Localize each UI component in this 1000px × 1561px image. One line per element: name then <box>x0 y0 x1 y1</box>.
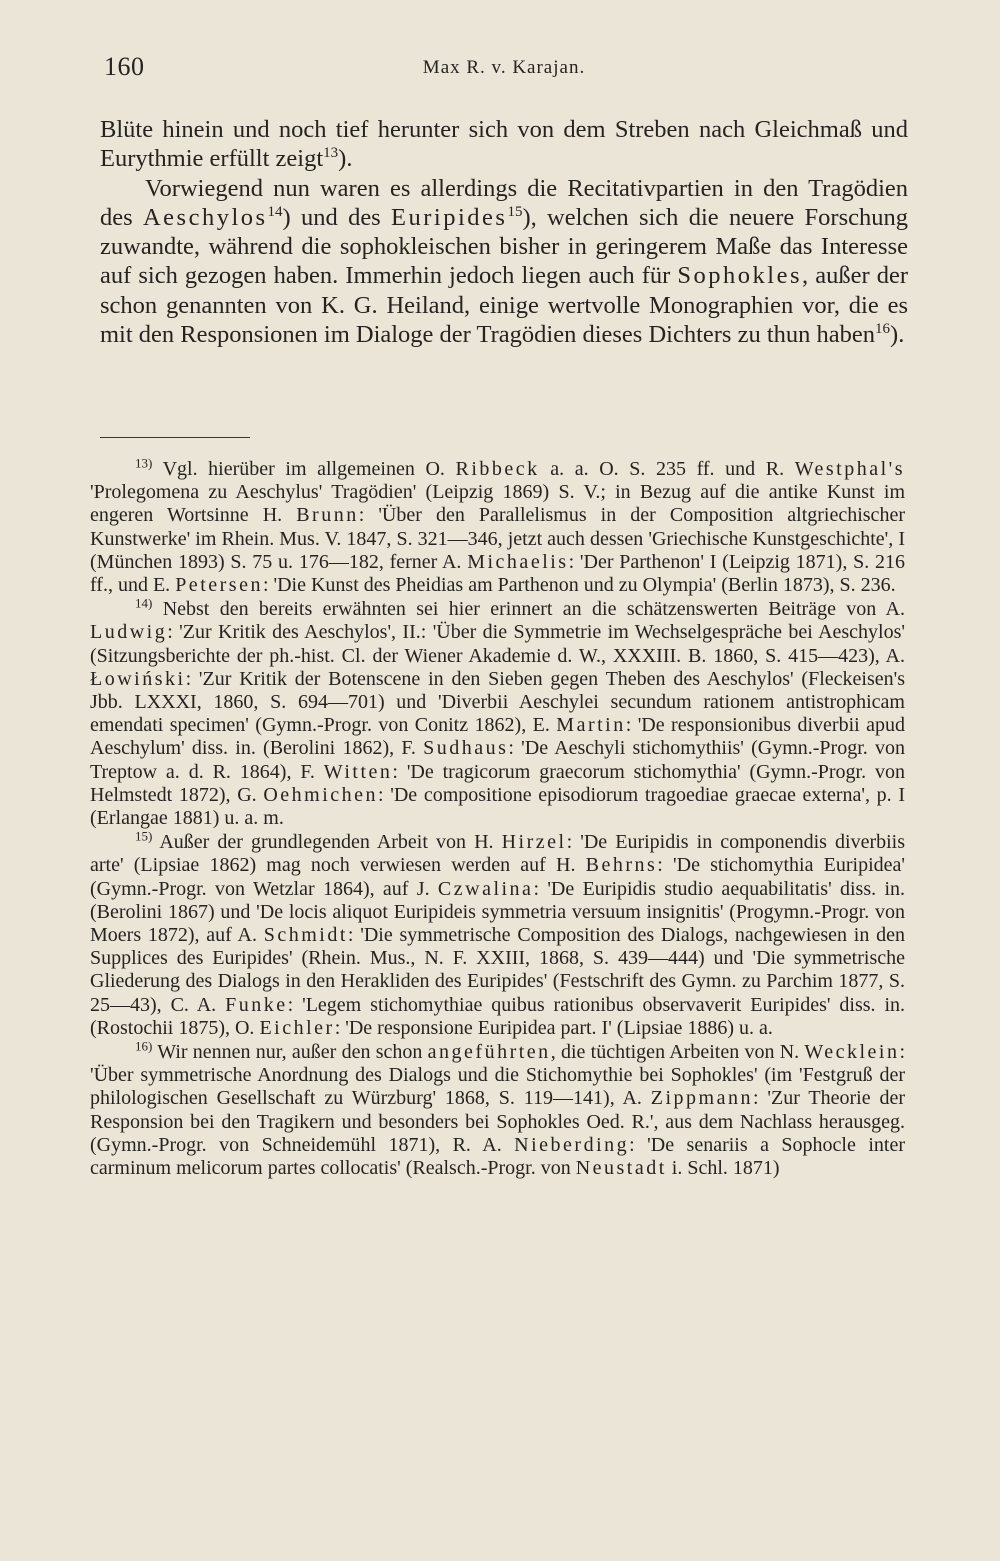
text-span: ) und des <box>282 203 392 231</box>
footnote-13 <box>90 455 906 597</box>
text-span: Vgl. hierüber im allgemeinen O. <box>152 458 456 480</box>
author-name: Martin <box>556 714 626 737</box>
emphasized-word: angeführten <box>427 1041 551 1064</box>
author-name: Ribbeck <box>455 458 540 480</box>
text-span: : 'De compositione episodiorum tragoediae graecae externa', p. I (Erlangae 1881) u. a. m. <box>90 783 906 830</box>
footnote-ref[interactable]: 14 <box>267 203 283 220</box>
text-span: Nebst den bereits erwähnten sei hier erinnert an die schätzenswerten Beiträge von A. <box>152 598 905 621</box>
footnote-15 <box>90 828 906 1040</box>
text-span: : 'De senariis a Sophocle inter carminum melicorum partes collocatis' (Realsch.-Progr. von <box>90 1133 905 1180</box>
text-span: 'Prolegomena zu Aeschylus' Tragödien' (Leipzig 1869) S. V.; in Bezug auf die antike Kunst im engeren Wortsinne H. <box>90 481 905 527</box>
text-span: i. Schl. 1871) <box>666 1157 780 1180</box>
author-name: Petersen <box>175 574 263 597</box>
place-name: Neustadt <box>575 1157 667 1180</box>
paragraph-2 <box>100 174 908 350</box>
author-name: Czwalina <box>437 877 534 900</box>
footnote-14 <box>90 595 906 830</box>
text-span: ), welchen sich die neuere Forschung zuwandte, während die sophokleischen bisher in geringerem Maße das Interesse auf sich gezogen haben. Immerhin jedoch liegen auch für <box>100 203 908 290</box>
text-span: : 'Die symmetrische Composition des Dialogs, nachgewiesen in den Supplices des Euripides' (Rhein. Mus., N. F. XXIII, 1868, S. 439—444) und 'Die symmetrische Gliederung des Dialogs in den Herakliden des Euripides' (Festschrift des Gymn. zu Parchim 1877, S. 25—43), C. A. <box>90 924 905 1016</box>
text-span: : 'De tragicorum graecorum stichomythia' (Gymn.-Progr. von Helmstedt 1872), G. <box>90 760 905 806</box>
text-span: : 'Die Kunst des Pheidias am Parthenon und zu Olympia' (Berlin 1873), S. 236. <box>262 574 896 597</box>
paragraph-1 <box>100 115 908 174</box>
running-head <box>104 52 904 86</box>
text-span: : 'De responsione Euripidea part. I' (Lipsiae 1886) u. a. <box>334 1016 773 1039</box>
author-name: Zippmann <box>650 1087 753 1110</box>
footnote-number: 14) <box>135 595 153 611</box>
author-name: Schmidt <box>263 924 348 947</box>
text-span: Außer der grundlegenden Arbeit von H. <box>152 831 502 854</box>
page-number: 160 <box>104 52 145 81</box>
text-span: , außer der schon genannten von K. G. Heiland, einige wertvolle Monographien vor, die es mit den Responsionen im Dialoge der Tragödien dieses Dichters zu thun haben <box>100 262 908 349</box>
text-span: : 'Über den Parallelismus in der Composition altgriechischer Kunstwerke' im Rhein. Mus. V. 1847, S. 321—346, jetzt auch dessen 'Griechische Kunstgeschichte', I (München 1893) S. 75 u. 176—182, ferner A. <box>90 504 905 573</box>
author-name: Łowiński <box>90 667 186 690</box>
text-span: : 'Über symmetrische Anordnung des Dialogs und die Stichomythie bei Sophokles' (im 'Festgruß der philologischen Gesellschaft zu Würzburg' 1868, S. 119—141), A. <box>90 1041 906 1110</box>
text-span: : 'Zur Kritik der Botenscene in den Sieben gegen Theben des Aeschylos' (Fleckeisen's Jbb. LXXXI, 1860, S. 694—701) und 'Diverbii Aeschylei secundum rationem antistrophicam emendati specimen' (Gymn.-Progr. von Conitz 1862), E. <box>90 667 905 737</box>
text-span: , die tüchtigen Arbeiten von N. <box>550 1041 805 1064</box>
footnote-ref[interactable]: 16 <box>875 320 891 337</box>
author-name: Westphal's <box>794 458 906 480</box>
author-name: Oehmichen <box>263 783 378 806</box>
text-span: : 'Der Parthenon' I (Leipzig 1871), S. 216 ff., und E. <box>90 550 906 597</box>
author-name: Funke <box>225 993 288 1016</box>
author-name: Aeschylos <box>142 203 268 231</box>
text-span: Vorwiegend nun waren es allerdings die Recitativpartien in den Tragödien des <box>100 174 908 231</box>
text-span: : 'Legem stichomythiae quibus rationibus observaverit Euripides' diss. in. (Rostochii 1875), O. <box>90 993 906 1039</box>
text-span: ). <box>890 321 905 349</box>
footnote-16 <box>90 1038 906 1180</box>
text-span: : 'De Aeschyli stichomythiis' (Gymn.-Progr. von Treptow a. d. R. 1864), F. <box>90 737 905 783</box>
footnote-divider <box>100 437 250 438</box>
footnote-number: 13) <box>135 455 153 471</box>
body-text <box>100 115 908 349</box>
author-name: Wecklein <box>804 1041 900 1064</box>
text-span: Wir nennen nur, außer den schon <box>152 1041 428 1064</box>
running-title: Max R. v. Karajan. <box>422 57 586 78</box>
text-span: Blüte hinein und noch tief herunter sich von dem Streben nach Gleichmaß und Eurythmie erfüllt zeigt <box>100 116 908 173</box>
text-span: : 'Zur Kritik des Aeschylos', II.: 'Über die Symmetrie im Wechselgespräche bei Aeschylos' (Sitzungsberichte der ph.-hist. Cl. der Wiener Akademie d. W., XXXIII. B. 1860, S. 415—423), A. <box>90 621 905 667</box>
author-name: Eichler <box>259 1016 335 1039</box>
text-span: : 'De stichomythia Euripidea' (Gymn.-Progr. von Wetzlar 1864), auf J. <box>90 854 905 900</box>
author-name: Hirzel <box>501 831 567 854</box>
author-name: Michaelis <box>467 550 569 573</box>
text-span: : 'Zur Theorie der Responsion bei den Tragikern und besonders bei Sophokles Oed. R.', aus dem Nachlass herausgeg. (Gymn.-Progr. von Schneidemühl 1871), R. A. <box>90 1087 906 1156</box>
author-name: Sudhaus <box>423 737 509 760</box>
author-name: Euripides <box>391 203 508 231</box>
footnote-number: 16) <box>135 1038 153 1054</box>
text-span: : 'De Euripidis in componendis diverbiis arte' (Lipsiae 1862) mag noch verwiesen werden auf H. <box>90 831 905 877</box>
text-span: : 'De responsionibus diverbii apud Aeschylum' diss. in. (Berolini 1862), F. <box>90 714 905 760</box>
author-name: Ludwig <box>90 621 168 644</box>
text-span: ). <box>338 145 353 173</box>
author-name: Brunn <box>296 504 359 527</box>
text-span: : 'De Euripidis studio aequabilitatis' diss. in. (Berolini 1867) und 'De locis aliquot Euripideis symmetria versuum insignitis' (Progymn.-Progr. von Moers 1872), auf A. <box>90 877 905 947</box>
author-name: Sophokles <box>677 262 802 290</box>
author-name: Witten <box>323 760 393 783</box>
author-name: Behrns <box>585 854 658 877</box>
footnotes <box>90 455 906 1181</box>
footnote-ref[interactable]: 15 <box>507 203 523 220</box>
text-span: a. a. O. S. 235 ff. und R. <box>539 458 795 480</box>
author-name: Nieberding <box>514 1133 630 1156</box>
footnote-number: 15) <box>135 828 153 844</box>
footnote-ref[interactable]: 13 <box>323 145 339 162</box>
